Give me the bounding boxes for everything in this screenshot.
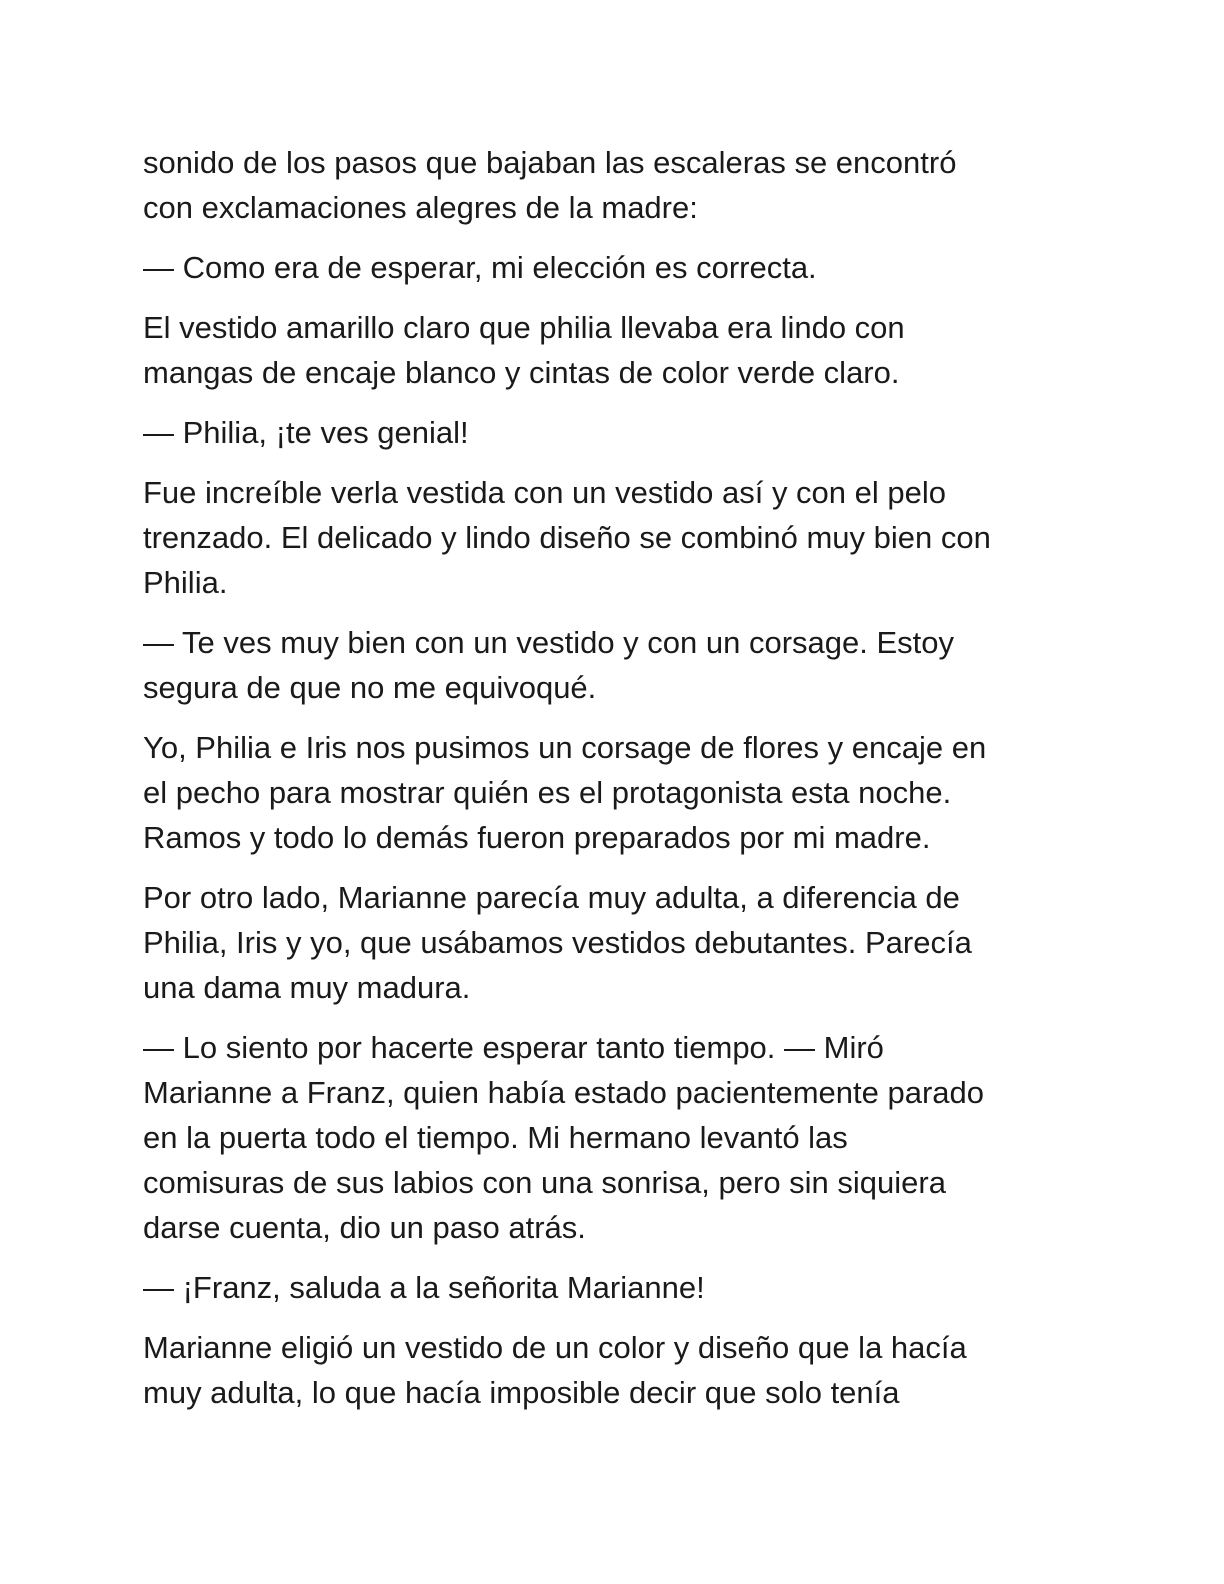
text-line: con exclamaciones alegres de la madre: bbox=[143, 190, 698, 225]
paragraph-8 bbox=[143, 875, 1083, 1010]
paragraph-11 bbox=[143, 1325, 1083, 1415]
paragraph-9 bbox=[143, 1025, 1083, 1250]
text-line: — Lo siento por hacerte esperar tanto tiempo. — Miró bbox=[143, 1030, 884, 1065]
text-line: muy adulta, lo que hacía imposible decir que solo tenía bbox=[143, 1375, 900, 1410]
text-line: comisuras de sus labios con una sonrisa, pero sin siquiera bbox=[143, 1165, 946, 1200]
text-line: Marianne eligió un vestido de un color y diseño que la hacía bbox=[143, 1330, 967, 1365]
text-line: Philia, Iris y yo, que usábamos vestidos debutantes. Parecía bbox=[143, 925, 972, 960]
paragraph-1 bbox=[143, 140, 1083, 230]
text-line: Yo, Philia e Iris nos pusimos un corsage de flores y encaje en bbox=[143, 730, 987, 765]
paragraph-7 bbox=[143, 725, 1083, 860]
text-line: mangas de encaje blanco y cintas de color verde claro. bbox=[143, 355, 900, 390]
text-line: — ¡Franz, saluda a la señorita Marianne! bbox=[143, 1270, 705, 1305]
text-line: darse cuenta, dio un paso atrás. bbox=[143, 1210, 586, 1245]
paragraph-2 bbox=[143, 245, 1083, 290]
text-line: el pecho para mostrar quién es el protagonista esta noche. bbox=[143, 775, 952, 810]
text-line: segura de que no me equivoqué. bbox=[143, 670, 597, 705]
paragraph-10 bbox=[143, 1265, 1083, 1310]
paragraph-3 bbox=[143, 305, 1083, 395]
text-line: Fue increíble verla vestida con un vestido así y con el pelo bbox=[143, 475, 947, 510]
text-line: en la puerta todo el tiempo. Mi hermano levantó las bbox=[143, 1120, 848, 1155]
text-line: Philia. bbox=[143, 565, 228, 600]
text-line: Marianne a Franz, quien había estado pacientemente parado bbox=[143, 1075, 985, 1110]
text-line: Ramos y todo lo demás fueron preparados por mi madre. bbox=[143, 820, 931, 855]
text-line: Por otro lado, Marianne parecía muy adulta, a diferencia de bbox=[143, 880, 960, 915]
text-line: El vestido amarillo claro que philia llevaba era lindo con bbox=[143, 310, 905, 345]
text-line: trenzado. El delicado y lindo diseño se combinó muy bien con bbox=[143, 520, 991, 555]
document-page bbox=[143, 140, 1083, 1430]
text-line: una dama muy madura. bbox=[143, 970, 471, 1005]
text-line: sonido de los pasos que bajaban las escaleras se encontró bbox=[143, 145, 957, 180]
paragraph-6 bbox=[143, 620, 1083, 710]
paragraph-5 bbox=[143, 470, 1083, 605]
text-line: — Te ves muy bien con un vestido y con un corsage. Estoy bbox=[143, 625, 955, 660]
paragraph-4 bbox=[143, 410, 1083, 455]
text-line: — Como era de esperar, mi elección es correcta. bbox=[143, 250, 817, 285]
text-line: — Philia, ¡te ves genial! bbox=[143, 415, 469, 450]
